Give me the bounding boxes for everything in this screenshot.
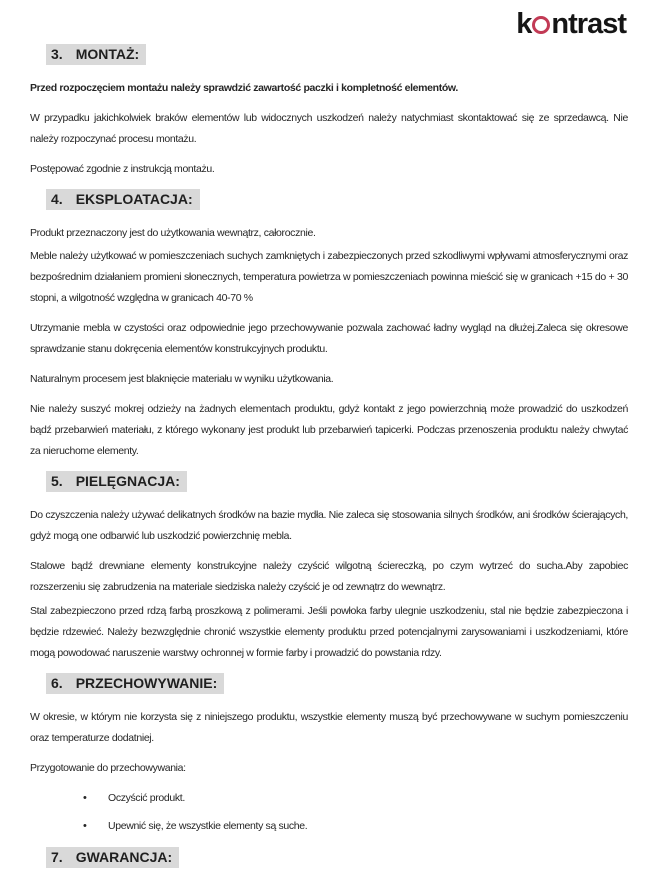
section-title: PIELĘGNACJA: [75,473,180,489]
paragraph-eksploatacja-2: Meble należy użytkować w pomieszczeniach suchych zamkniętych i zabezpieczonych przed szkodliwymi wpływami atmosferycznymi oraz bezpośrednim działaniem promieni słonecznych, temperatura powietrza w pomieszczeniach powinna mieścić się w granicach +15 do + 30 stopni, a wilgotność względna w granicach 40-70 % [30,250,628,304]
paragraph-montaz-1: Przed rozpoczęciem montażu należy sprawdzić zawartość paczki i kompletność elementów. [30,82,458,94]
paragraph-eksploatacja-1: Produkt przeznaczony jest do użytkowania wewnątrz, całorocznie. [30,227,316,239]
section-number: 3. [51,46,63,62]
paragraph-przechowywanie-1: W okresie, w którym nie korzysta się z niniejszego produktu, wszystkie elementy muszą być przechowywane w suchym pomieszczeniu oraz temperaturze dodatniej. [30,711,628,744]
heading-highlight [46,673,224,694]
section-heading-gwarancja [46,847,628,868]
section-number: 6. [51,675,63,691]
paragraph-montaz-2: W przypadku jakichkolwiek braków elementów lub widocznych uszkodzeń należy natychmiast skontaktować się ze sprzedawcą. Nie należy rozpoczynać procesu montażu. [30,112,628,145]
section-heading-eksploatacja [46,189,628,210]
bullet-icon: • [83,820,87,832]
heading-highlight [46,44,146,65]
paragraph-pielegnacja-1: Do czyszczenia należy używać delikatnych środków na bazie mydła. Nie zaleca się stosowania silnych środków, ani środków ścierających, gdyż mogą one odbarwić lub uszkodzić powierzchnię mebla. [30,509,628,542]
logo-ring-icon [532,16,550,34]
section-heading-montaz [46,44,628,65]
kontrast-logo [516,10,626,39]
list-item-text: Upewnić się, że wszystkie elementy są suche. [108,820,308,832]
section-title: GWARANCJA: [75,849,173,865]
section-number: 4. [51,191,63,207]
storage-checklist [83,788,628,837]
heading-highlight [46,189,200,210]
list-item [83,816,628,837]
list-item-text: Oczyścić produkt. [108,792,185,804]
section-title: EKSPLOATACJA: [75,191,193,207]
list-item [83,788,628,809]
paragraph-montaz-3: Postępować zgodnie z instrukcją montażu. [30,163,215,175]
section-title: MONTAŻ: [75,46,140,62]
logo-text-before: k [516,8,532,40]
logo-text-after: ntrast [551,8,626,40]
heading-highlight [46,847,179,868]
paragraph-eksploatacja-3: Utrzymanie mebla w czystości oraz odpowiednie jego przechowywanie pozwala zachować ładny wygląd na dłużej.Zaleca się okresowe sprawdzanie stanu dokręcenia elementów konstrukcyjnych produktu. [30,322,628,355]
bullet-icon: • [83,792,87,804]
paragraph-eksploatacja-5: Nie należy suszyć mokrej odzieży na żadnych elementach produktu, gdyż kontakt z jego powierzchnią może prowadzić do uszkodzeń bądź przebarwień materiału, z którego wykonany jest produkt lub przebarwień tapicerki. Podczas przenoszenia produktu należy chwytać za nieruchome elementy. [30,403,628,457]
section-number: 7. [51,849,63,865]
paragraph-pielegnacja-2: Stalowe bądź drewniane elementy konstrukcyjne należy czyścić wilgotną ściereczką, po czym wytrzeć do sucha.Aby zapobiec rozszerzeniu się zabrudzenia na materiale siedziska należy czyścić je od zewnątrz do wewnątrz. [30,560,628,593]
section-heading-pielegnacja [46,471,628,492]
paragraph-eksploatacja-4: Naturalnym procesem jest blaknięcie materiału w wyniku użytkowania. [30,373,334,385]
section-number: 5. [51,473,63,489]
heading-highlight [46,471,187,492]
paragraph-przechowywanie-2: Przygotowanie do przechowywania: [30,762,186,774]
section-title: PRZECHOWYWANIE: [75,675,218,691]
paragraph-pielegnacja-3: Stal zabezpieczono przed rdzą farbą proszkową z polimerami. Jeśli powłoka farby ulegnie uszkodzeniu, stal nie będzie zabezpieczona i będzie rdzewieć. Należy bezwzględnie chronić wszystkie elementy produktu przed potencjalnymi zarysowaniami i uszkodzeniami, które mogą powodować naruszenie warstwy ochronnej w formie farby i prowadzić do powstania rdzy. [30,605,628,659]
section-heading-przechowywanie [46,673,628,694]
